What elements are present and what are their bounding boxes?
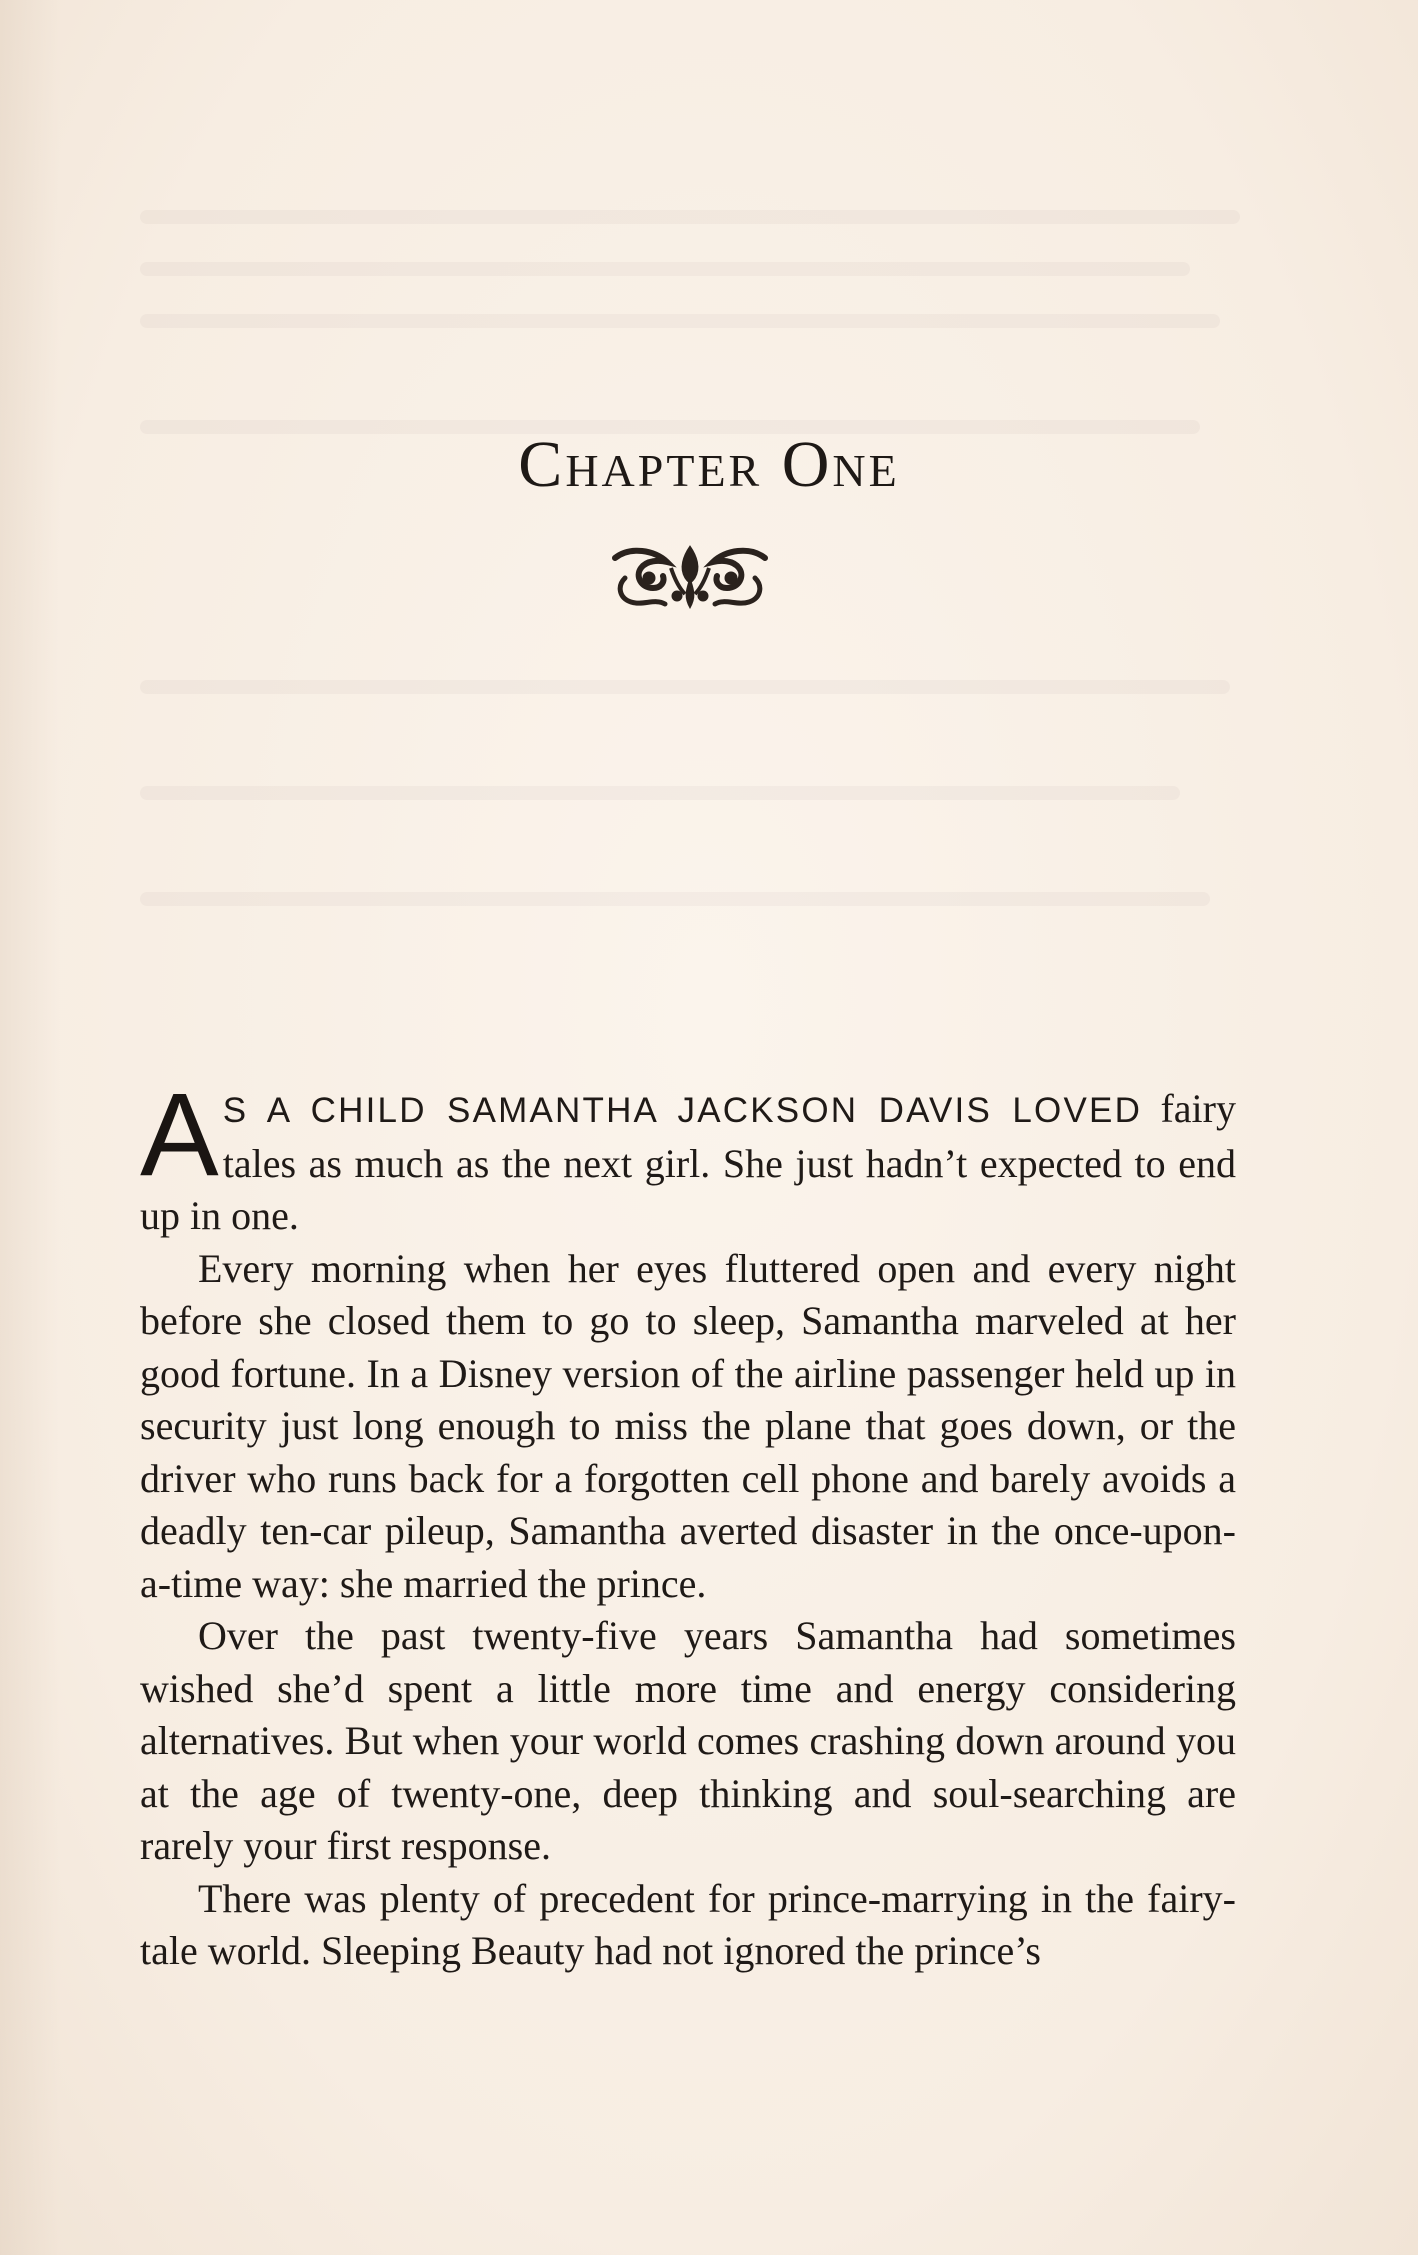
page-gutter-shadow [0, 0, 60, 2255]
fleuron-ornament-icon [605, 538, 775, 614]
chapter-title: Chapter One [518, 428, 900, 501]
bleed-through-line [140, 262, 1190, 276]
bleed-through-line [140, 786, 1180, 800]
lead-in-caps: S A CHILD SAMANTHA JACKSON DAVIS LOVED [222, 1091, 1143, 1130]
opening-text: fairy tales as much as the next girl. She just hadn’t expected to end up in one. [140, 1086, 1236, 1238]
opening-paragraph [140, 1069, 1236, 1243]
bleed-through-line [140, 892, 1210, 906]
bleed-through-line [140, 210, 1240, 224]
body-paragraph: Every morning when her eyes fluttered open and every night before she closed them to go to sleep, Samantha marveled at her good fortune. In a Disney version of the airline passenger held up in security just long enough to miss the plane that goes down, or the driver who runs back for a forgotten cell phone and barely avoids a deadly ten-car pileup, Samantha averted disaster in the once-upon-a-time way: she married the prince. [140, 1245, 1236, 1606]
chapter-body [140, 1069, 1236, 1978]
body-paragraph: There was plenty of precedent for prince-marrying in the fairy-tale world. Sleeping Beauty had not ignored the prince’s [140, 1875, 1236, 1973]
bleed-through-line [140, 314, 1220, 328]
bleed-through-line [140, 680, 1230, 694]
drop-cap: A [140, 1069, 219, 1201]
body-paragraph: Over the past twenty-five years Samantha had sometimes wished she’d spent a little more time and energy considering alternatives. But when your world comes crashing down around you at the age of twenty-one, deep thinking and soul-searching are rarely your first response. [140, 1613, 1236, 1868]
